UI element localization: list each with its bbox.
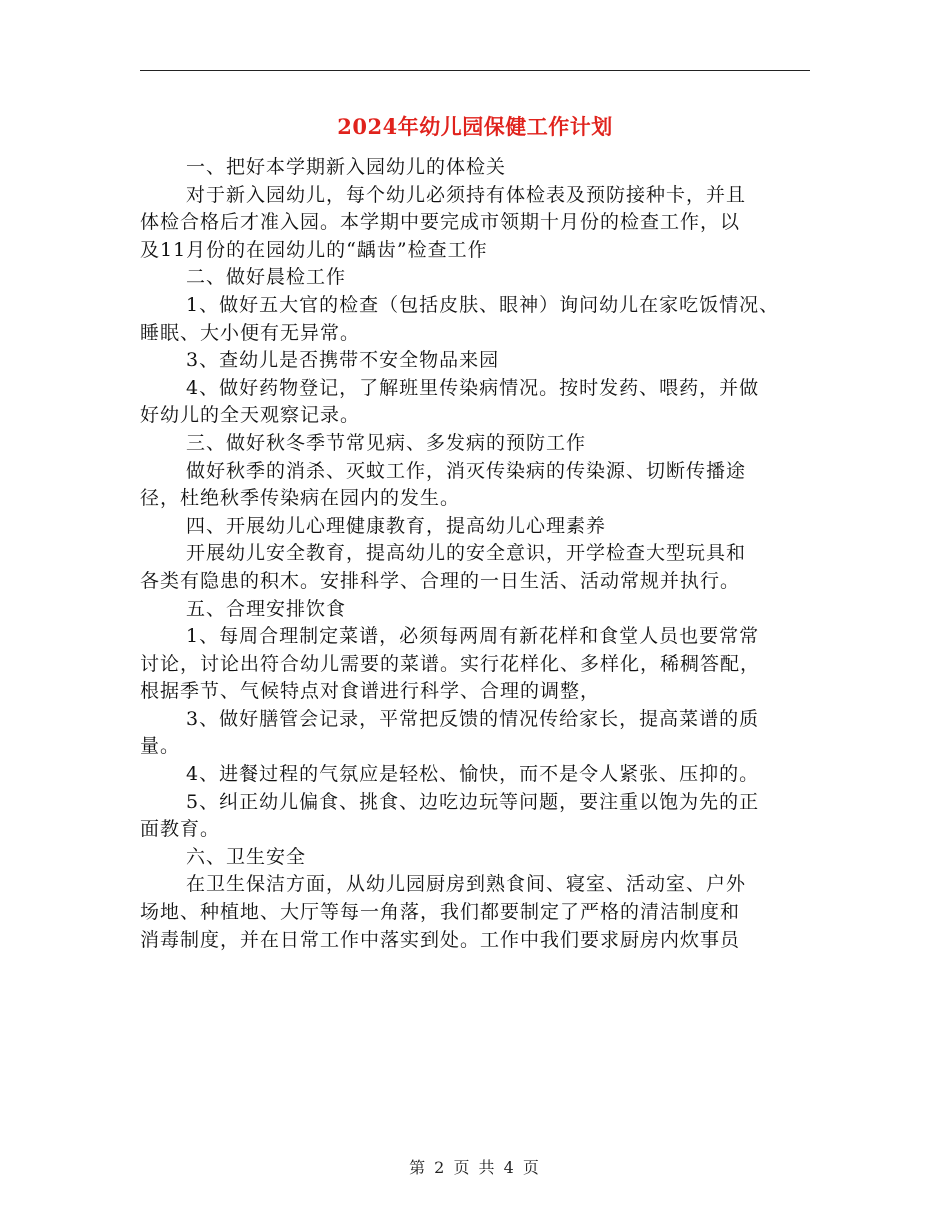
paragraph-line: 1、每周合理制定菜谱，必须每两周有新花样和食堂人员也要常常 [186,625,760,648]
paragraph-line: 3、查幼儿是否携带不安全物品来园 [186,349,500,372]
paragraph-line: 六、卫生安全 [186,845,307,868]
paragraph-line: 做好秋季的消杀、灭蚊工作，消灭传染病的传染源、切断传播途 [186,459,747,482]
document-body [140,154,810,954]
paragraph-line: 五、合理安排饮食 [186,597,347,620]
paragraph-line: 各类有隐患的积木。安排科学、合理的一日生活、活动常规并执行。 [140,569,741,592]
paragraph-line: 4、做好药物登记，了解班里传染病情况。按时发药、喂药，并做 [186,376,760,399]
document-title: 2024年幼儿园保健工作计划 [337,114,613,139]
paragraph-line: 二、做好晨检工作 [186,266,347,289]
paragraph-line: 讨论，讨论出符合幼儿需要的菜谱。实行花样化、多样化，稀稠答配， [140,652,761,675]
paragraph-line: 一、把好本学期新入园幼儿的体检关 [186,156,507,178]
paragraph-line: 消毒制度，并在日常工作中落实到处。工作中我们要求厨房内炊事员 [140,928,741,951]
page-number-footer: 第 2 页 共 4 页 [409,1158,541,1177]
paragraph-line: 三、做好秋冬季节常见病、多发病的预防工作 [186,431,587,454]
paragraph-line: 开展幼儿安全教育，提高幼儿的安全意识，开学检查大型玩具和 [186,542,747,565]
paragraph-line: 5、纠正幼儿偏食、挑食、边吃边玩等问题，要注重以饱为先的正 [186,790,760,813]
paragraph-line: 在卫生保洁方面，从幼儿园厨房到熟食间、寝室、活动室、户外 [186,873,747,896]
paragraph-line: 对于新入园幼儿，每个幼儿必须持有体检表及预防接种卡，并且 [186,183,747,206]
paragraph-line: 睡眠、大小便有无异常。 [140,321,361,344]
paragraph-line: 径，杜绝秋季传染病在园内的发生。 [140,487,461,510]
paragraph-line: 量。 [140,735,181,758]
paragraph-line: 场地、种植地、大厅等每一角落，我们都要制定了严格的清洁制度和 [140,901,741,924]
paragraph-line: 4、进餐过程的气氛应是轻松、愉快，而不是令人紧张、压抑的。 [186,763,760,786]
paragraph-line: 体检合格后才准入园。本学期中要完成市领期十月份的检查工作，以 [140,211,741,234]
paragraph-line: 四、开展幼儿心理健康教育，提高幼儿心理素养 [186,514,607,537]
paragraph-line: 根据季节、气候特点对食谱进行科学、合理的调整， [140,680,601,703]
paragraph-line: 及11月份的在园幼儿的“龋齿”检查工作 [140,238,488,261]
paragraph-line: 1、做好五大官的检查（包括皮肤、眼神）询问幼儿在家吃饭情况、 [186,293,780,316]
header-rule [140,70,810,71]
paragraph-line: 3、做好膳管会记录，平常把反馈的情况传给家长，提高菜谱的质 [186,707,760,730]
paragraph-line: 好幼儿的全天观察记录。 [140,404,361,427]
paragraph-line: 面教育。 [140,818,221,841]
